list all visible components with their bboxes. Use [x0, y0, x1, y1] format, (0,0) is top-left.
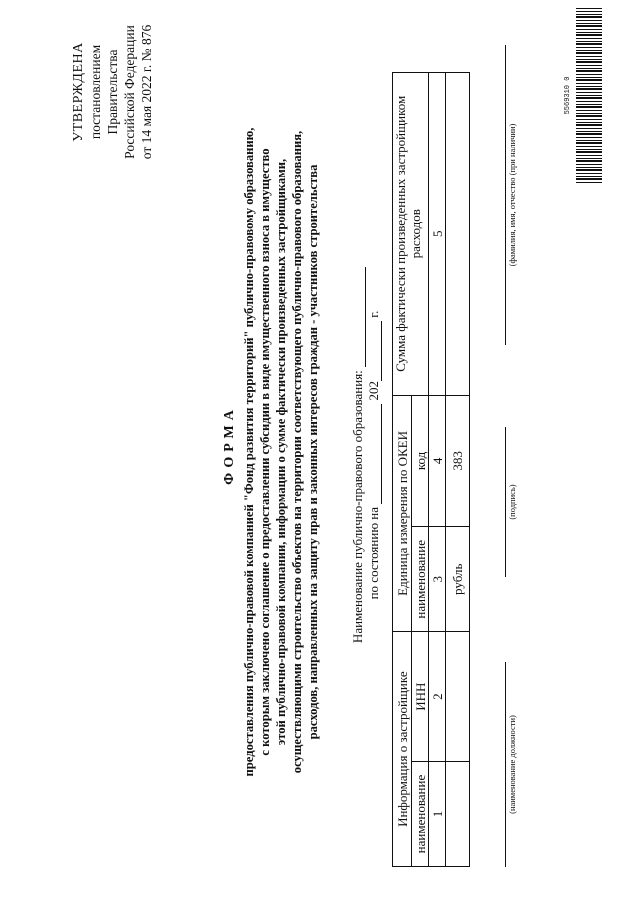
year-suffix: г.	[366, 310, 381, 318]
year-prefix: 202	[366, 380, 381, 401]
signature-caption: (подпись)	[507, 484, 517, 520]
cell-amount[interactable]	[446, 73, 470, 396]
as-of-date-field	[365, 245, 382, 665]
date-blank[interactable]	[368, 404, 382, 504]
approval-line-3: от 14 мая 2022 г. № 876	[139, 24, 154, 160]
header-amount: Сумма фактически произведенных застройщиком расходов	[393, 73, 429, 396]
barcode-image	[576, 8, 602, 183]
barcode-number: 5569310 0	[564, 76, 572, 115]
column-number-4: 4	[429, 395, 446, 527]
as-of-label: по состоянию на	[366, 506, 381, 600]
developer-expenses-table	[392, 72, 470, 867]
position-caption: (наименование должности)	[507, 715, 517, 814]
header-developer-name: наименование	[412, 762, 429, 867]
header-unit-code: код	[412, 395, 429, 527]
header-inn: ИНН	[412, 632, 429, 762]
cell-unit-name: рубль	[446, 527, 470, 632]
header-unit-name: наименование	[412, 527, 429, 632]
cell-unit-code: 383	[446, 395, 470, 527]
form-subject	[241, 27, 321, 877]
cell-inn[interactable]	[446, 632, 470, 762]
subject-line: предоставления публично-правовой компанией "Фонд развития территорий" публично-правовому образованию,	[242, 127, 256, 777]
approval-line-2: Российской Федерации	[122, 25, 137, 159]
year-blank[interactable]	[368, 321, 382, 381]
municipality-blank[interactable]	[352, 267, 366, 367]
cell-developer-name[interactable]	[446, 762, 470, 867]
municipality-label: Наименование публично-правового образования:	[350, 370, 365, 644]
form-title: ФОРМА	[222, 405, 237, 485]
column-number-2: 2	[429, 632, 446, 762]
full-name-caption: (фамилия, имя, отчество (при наличии)	[507, 123, 517, 267]
column-number-1: 1	[429, 762, 446, 867]
column-number-5: 5	[429, 73, 446, 396]
approval-line-1: постановлением Правительства	[88, 44, 120, 140]
subject-line: этой публично-правовой компании, информации о сумме фактически произведенных застройщиками,	[274, 158, 288, 746]
header-unit-okei: Единица измерения по ОКЕИ	[393, 395, 412, 632]
subject-line: расходов, направленных на защиту прав и законных интересов граждан - участников строительства	[306, 164, 320, 740]
approval-block	[70, 7, 155, 177]
subject-line: осуществляющими строительство объектов на территории соответствующего публично-правового образования,	[290, 130, 304, 774]
approval-title: УТВЕРЖДЕНА	[71, 42, 86, 142]
column-number-3: 3	[429, 527, 446, 632]
subject-line: с которым заключено соглашение о предоставлении субсидии в виде имущественного взноса в имущество	[258, 148, 272, 756]
municipality-field	[349, 245, 366, 665]
header-developer-info: Информация о застройщике	[393, 632, 412, 867]
